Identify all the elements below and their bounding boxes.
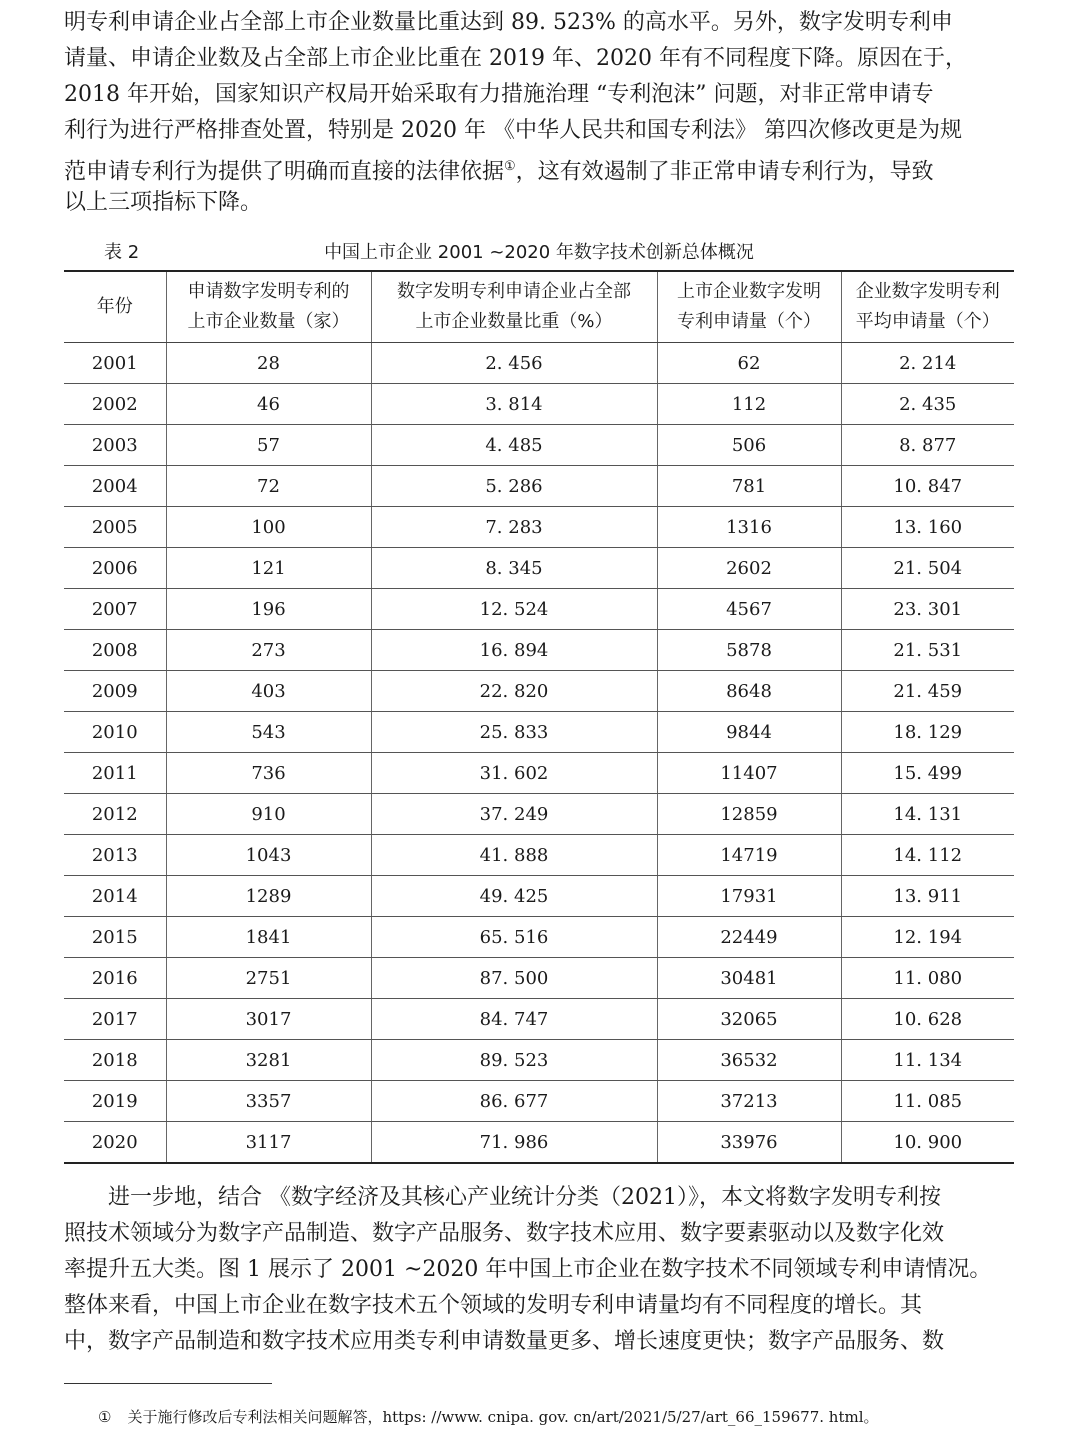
table-cell: 12. 524	[371, 589, 657, 630]
table-cell: 196	[166, 589, 371, 630]
table-cell: 4567	[657, 589, 841, 630]
footnote-text: 关于施行修改后专利法相关问题解答，https: //www. cnipa. gov. cn/art/2021/5/27/art_66_159677. html。	[127, 1408, 879, 1426]
table-row	[64, 630, 1014, 671]
year-cell: 2002	[64, 384, 166, 425]
column-header-line: 上市企业数量（家）	[187, 311, 350, 332]
table-cell: 2751	[166, 958, 371, 999]
table-row	[64, 835, 1014, 876]
table-cell: 89. 523	[371, 1040, 657, 1081]
table-cell: 121	[166, 548, 371, 589]
table-cell: 100	[166, 507, 371, 548]
table-row	[64, 589, 1014, 630]
table-cell: 8. 345	[371, 548, 657, 589]
text-segment: 范申请专利行为提供了明确而直接的法律依据	[64, 159, 505, 185]
table-row	[64, 466, 1014, 507]
column-header	[841, 271, 1014, 343]
table-row	[64, 712, 1014, 753]
table-cell: 781	[657, 466, 841, 507]
table-cell: 543	[166, 712, 371, 753]
text-line: 中，数字产品制造和数字技术应用类专利申请数量更多、增长速度更快；数字产品服务、数	[64, 1329, 945, 1354]
table-cell: 12. 194	[841, 917, 1014, 958]
table-row	[64, 958, 1014, 999]
table-cell: 37213	[657, 1081, 841, 1122]
table-cell: 112	[657, 384, 841, 425]
table-cell: 16. 894	[371, 630, 657, 671]
table-cell: 28	[166, 343, 371, 384]
table-row	[64, 384, 1014, 425]
column-header-line: 数字发明专利申请企业占全部	[397, 281, 631, 302]
table-row	[64, 917, 1014, 958]
table-cell: 65. 516	[371, 917, 657, 958]
table-cell: 10. 847	[841, 466, 1014, 507]
column-header	[166, 271, 371, 343]
table-cell: 403	[166, 671, 371, 712]
table-cell: 273	[166, 630, 371, 671]
table-body	[64, 343, 1014, 1164]
table-cell: 87. 500	[371, 958, 657, 999]
text-line: 整体来看，中国上市企业在数字技术五个领域的发明专利申请量均有不同程度的增长。其	[64, 1293, 923, 1318]
text-line: 请量、申请企业数及占全部上市企业比重在 2019 年、2020 年有不同程度下降。原因在于，	[64, 46, 967, 71]
table-cell: 736	[166, 753, 371, 794]
table-row	[64, 343, 1014, 384]
table-cell: 9844	[657, 712, 841, 753]
text-line: 以上三项指标下降。	[64, 190, 263, 215]
table-cell: 2. 435	[841, 384, 1014, 425]
column-header-line: 平均申请量（个）	[855, 311, 1000, 332]
table-row	[64, 753, 1014, 794]
year-cell: 2001	[64, 343, 166, 384]
table-row	[64, 671, 1014, 712]
year-cell: 2008	[64, 630, 166, 671]
year-cell: 2012	[64, 794, 166, 835]
table-cell: 11. 134	[841, 1040, 1014, 1081]
table-cell: 31. 602	[371, 753, 657, 794]
table-label: 表 2	[104, 242, 140, 263]
table-cell: 506	[657, 425, 841, 466]
table-cell: 14719	[657, 835, 841, 876]
table-cell: 11407	[657, 753, 841, 794]
table-row	[64, 425, 1014, 466]
body-paragraph-bottom	[64, 1180, 1014, 1360]
table-cell: 13. 160	[841, 507, 1014, 548]
table-row	[64, 548, 1014, 589]
text-line: 利行为进行严格排查处置，特别是 2020 年 《中华人民共和国专利法》 第四次修改更是为规	[64, 118, 962, 143]
table-row	[64, 876, 1014, 917]
table-cell: 57	[166, 425, 371, 466]
table-cell: 4. 485	[371, 425, 657, 466]
table-cell: 11. 080	[841, 958, 1014, 999]
column-header	[657, 271, 841, 343]
table-cell: 3. 814	[371, 384, 657, 425]
table-cell: 2. 456	[371, 343, 657, 384]
column-header-line: 上市企业数量比重（%）	[415, 311, 613, 332]
table-cell: 18. 129	[841, 712, 1014, 753]
table-row	[64, 1122, 1014, 1164]
text-line-with-footnote	[64, 149, 1014, 185]
table-cell: 49. 425	[371, 876, 657, 917]
table-cell: 3357	[166, 1081, 371, 1122]
year-cell: 2004	[64, 466, 166, 507]
table-row	[64, 507, 1014, 548]
footnote-mark: ①	[98, 1408, 112, 1426]
table-cell: 37. 249	[371, 794, 657, 835]
year-cell: 2013	[64, 835, 166, 876]
table-caption	[64, 238, 1014, 266]
text-line: 率提升五大类。图 1 展示了 2001 ~2020 年中国上市企业在数字技术不同领域专利申请情况。	[64, 1257, 992, 1282]
table-row	[64, 1040, 1014, 1081]
body-paragraph-top	[64, 5, 1014, 221]
table-title: 中国上市企业 2001 ~2020 年数字技术创新总体概况	[324, 242, 754, 263]
column-header-line: 上市企业数字发明	[677, 281, 821, 302]
column-header-line: 专利申请量（个）	[677, 311, 821, 332]
table-cell: 25. 833	[371, 712, 657, 753]
table-cell: 41. 888	[371, 835, 657, 876]
table-cell: 14. 112	[841, 835, 1014, 876]
text-line: 进一步地，结合 《数字经济及其核心产业统计分类（2021）》，本文将数字发明专利按	[64, 1185, 941, 1210]
year-cell: 2019	[64, 1081, 166, 1122]
table-cell: 5. 286	[371, 466, 657, 507]
footnote	[98, 1406, 879, 1427]
table-cell: 30481	[657, 958, 841, 999]
text-line: 照技术领域分为数字产品制造、数字产品服务、数字技术应用、数字要素驱动以及数字化效	[64, 1221, 945, 1246]
table-cell: 3281	[166, 1040, 371, 1081]
year-cell: 2014	[64, 876, 166, 917]
table-cell: 10. 900	[841, 1122, 1014, 1164]
year-cell: 2009	[64, 671, 166, 712]
table-cell: 86. 677	[371, 1081, 657, 1122]
table-row	[64, 794, 1014, 835]
year-cell: 2006	[64, 548, 166, 589]
table-cell: 1316	[657, 507, 841, 548]
table-cell: 3017	[166, 999, 371, 1040]
table-header	[64, 271, 1014, 343]
table-cell: 21. 531	[841, 630, 1014, 671]
table-cell: 8. 877	[841, 425, 1014, 466]
table-cell: 32065	[657, 999, 841, 1040]
table-cell: 62	[657, 343, 841, 384]
table-cell: 8648	[657, 671, 841, 712]
table-cell: 15. 499	[841, 753, 1014, 794]
table-cell: 17931	[657, 876, 841, 917]
text-line: 2018 年开始，国家知识产权局开始采取有力措施治理 “专利泡沫” 问题，对非正常申请专	[64, 82, 934, 107]
year-cell: 2018	[64, 1040, 166, 1081]
table-cell: 22. 820	[371, 671, 657, 712]
table-cell: 14. 131	[841, 794, 1014, 835]
table-cell: 2. 214	[841, 343, 1014, 384]
table-cell: 1043	[166, 835, 371, 876]
table-cell: 84. 747	[371, 999, 657, 1040]
table-cell: 1841	[166, 917, 371, 958]
year-cell: 2007	[64, 589, 166, 630]
table-cell: 2602	[657, 548, 841, 589]
table-cell: 33976	[657, 1122, 841, 1164]
column-header	[64, 271, 166, 343]
text-segment: ，这有效遏制了非正常申请专利行为，导致	[515, 159, 934, 185]
table-cell: 3117	[166, 1122, 371, 1164]
table-cell: 71. 986	[371, 1122, 657, 1164]
year-cell: 2011	[64, 753, 166, 794]
table-cell: 5878	[657, 630, 841, 671]
table-cell: 21. 459	[841, 671, 1014, 712]
year-cell: 2005	[64, 507, 166, 548]
footnote-reference[interactable]: ①	[504, 159, 516, 174]
table-cell: 22449	[657, 917, 841, 958]
column-header-line: 企业数字发明专利	[855, 281, 1000, 302]
column-header-line: 申请数字发明专利的	[187, 281, 350, 302]
data-table	[64, 270, 1014, 1164]
column-header	[371, 271, 657, 343]
year-cell: 2003	[64, 425, 166, 466]
column-header-line: 年份	[96, 296, 133, 317]
table-cell: 21. 504	[841, 548, 1014, 589]
table-cell: 11. 085	[841, 1081, 1014, 1122]
year-cell: 2017	[64, 999, 166, 1040]
year-cell: 2010	[64, 712, 166, 753]
table-row	[64, 999, 1014, 1040]
table-cell: 7. 283	[371, 507, 657, 548]
text-line: 明专利申请企业占全部上市企业数量比重达到 89. 523% 的高水平。另外，数字发明专利申	[64, 10, 953, 35]
table-cell: 13. 911	[841, 876, 1014, 917]
header-row	[64, 271, 1014, 343]
table-row	[64, 1081, 1014, 1122]
table-cell: 1289	[166, 876, 371, 917]
footnote-divider	[64, 1383, 272, 1384]
table-cell: 36532	[657, 1040, 841, 1081]
table-cell: 72	[166, 466, 371, 507]
year-cell: 2015	[64, 917, 166, 958]
year-cell: 2020	[64, 1122, 166, 1164]
year-cell: 2016	[64, 958, 166, 999]
table-cell: 12859	[657, 794, 841, 835]
table-cell: 10. 628	[841, 999, 1014, 1040]
table-cell: 23. 301	[841, 589, 1014, 630]
table-cell: 46	[166, 384, 371, 425]
table-cell: 910	[166, 794, 371, 835]
